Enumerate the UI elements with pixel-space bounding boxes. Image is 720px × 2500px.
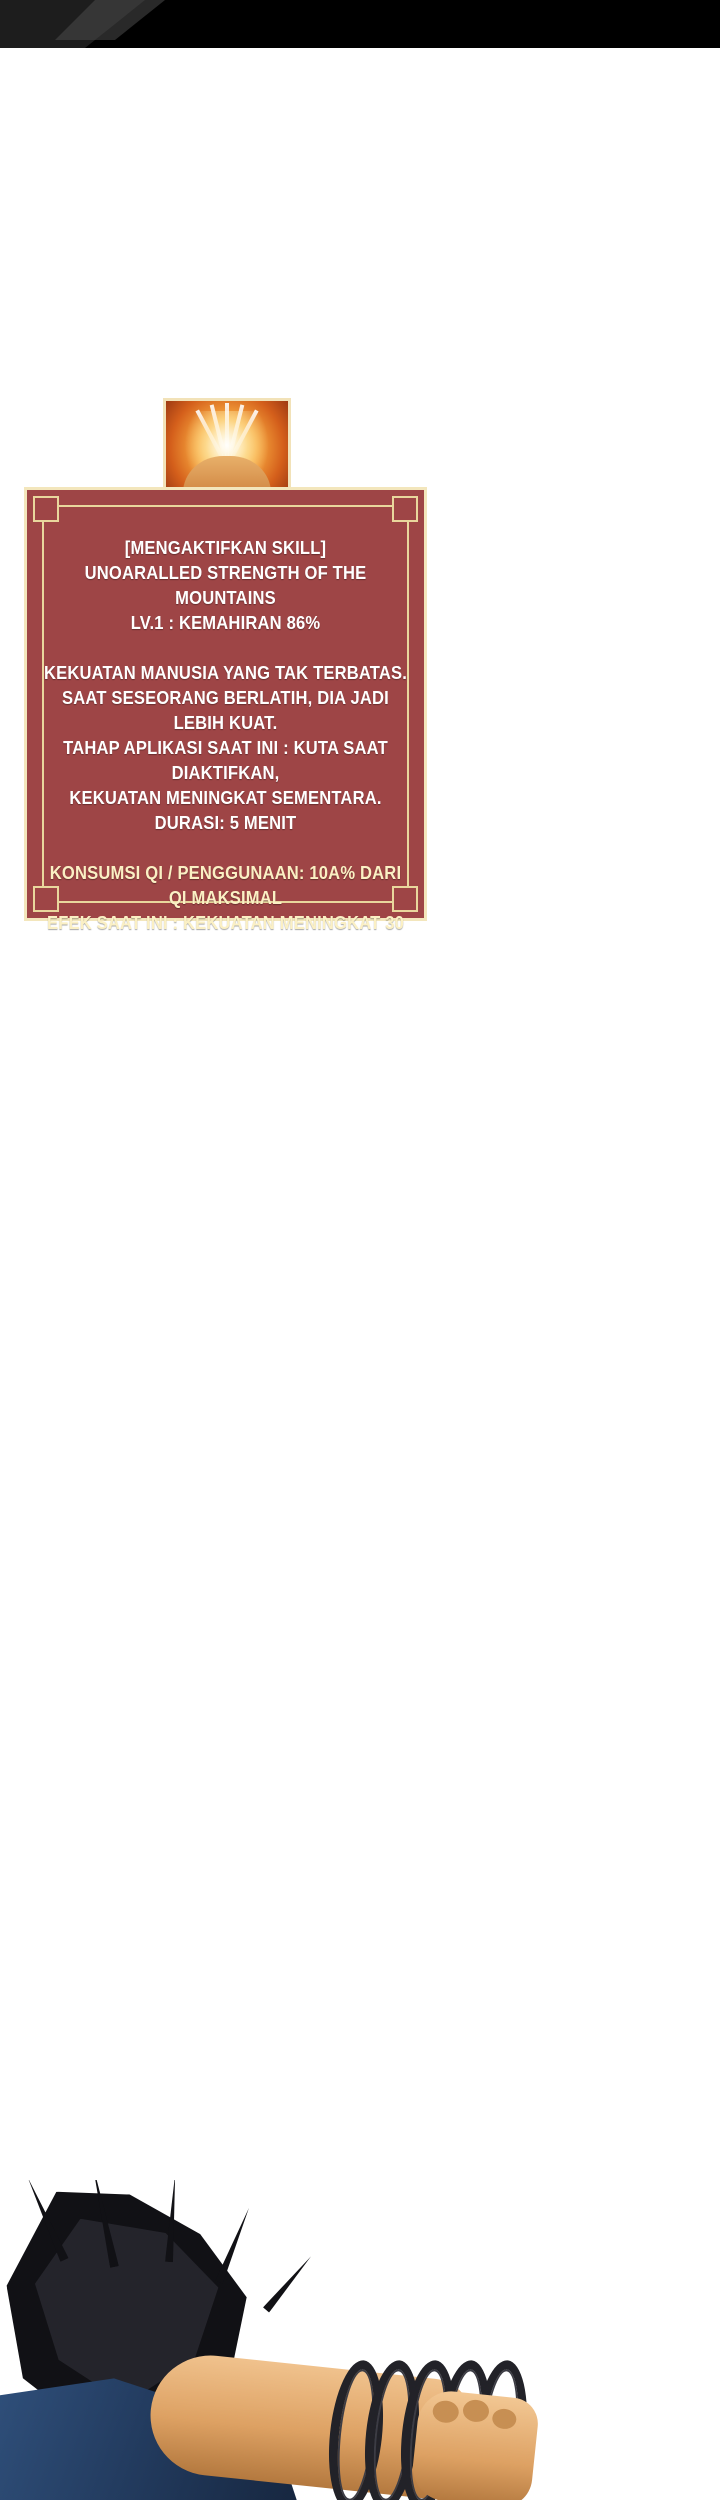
fist-knuckle (432, 2399, 460, 2424)
text-gap (43, 636, 408, 661)
skill-name: UNOARALLED STRENGTH OF THE MOUNTAINS (84, 563, 367, 608)
skill-panel (24, 487, 427, 933)
skill-activation-tag: [MENGAKTIFKAN SKILL] (124, 538, 327, 558)
skill-effect-line: EFEK SAAT INI : KEKUATAN MENINGKAT 30 (46, 913, 405, 933)
panel-corner-top-left (33, 496, 59, 522)
skill-description-line-1: KEKUATAN MANUSIA YANG TAK TERBATAS. (43, 663, 408, 683)
panel-corner-top-right (392, 496, 418, 522)
skill-duration-line: DURASI: 5 MENIT (154, 813, 297, 833)
skill-description-line-3: TAHAP APLIKASI SAAT INI : KUTA SAAT DIAKTIFKAN, (63, 738, 388, 783)
skill-description-line-2: SAAT SESEORANG BERLATIH, DIA JADI LEBIH KUAT. (62, 688, 389, 733)
text-gap (43, 836, 408, 861)
skill-description-line-4: KEKUATAN MENINGKAT SEMENTARA. (69, 788, 382, 808)
bottom-artwork (0, 2180, 720, 2500)
hair-spike (215, 2206, 252, 2283)
skill-level-line: LV.1 : KEMAHIRAN 86% (130, 613, 321, 633)
skill-panel-text (43, 536, 408, 936)
fist-knuckle (462, 2399, 490, 2424)
hair-spike (263, 2254, 314, 2313)
skill-qi-cost-line: KONSUMSI QI / PENGGUNAAN: 10A% DARI QI MAKSIMAL (49, 863, 402, 908)
character-fist (410, 2388, 541, 2500)
fist-knuckle (491, 2408, 517, 2430)
top-black-band (0, 0, 720, 48)
